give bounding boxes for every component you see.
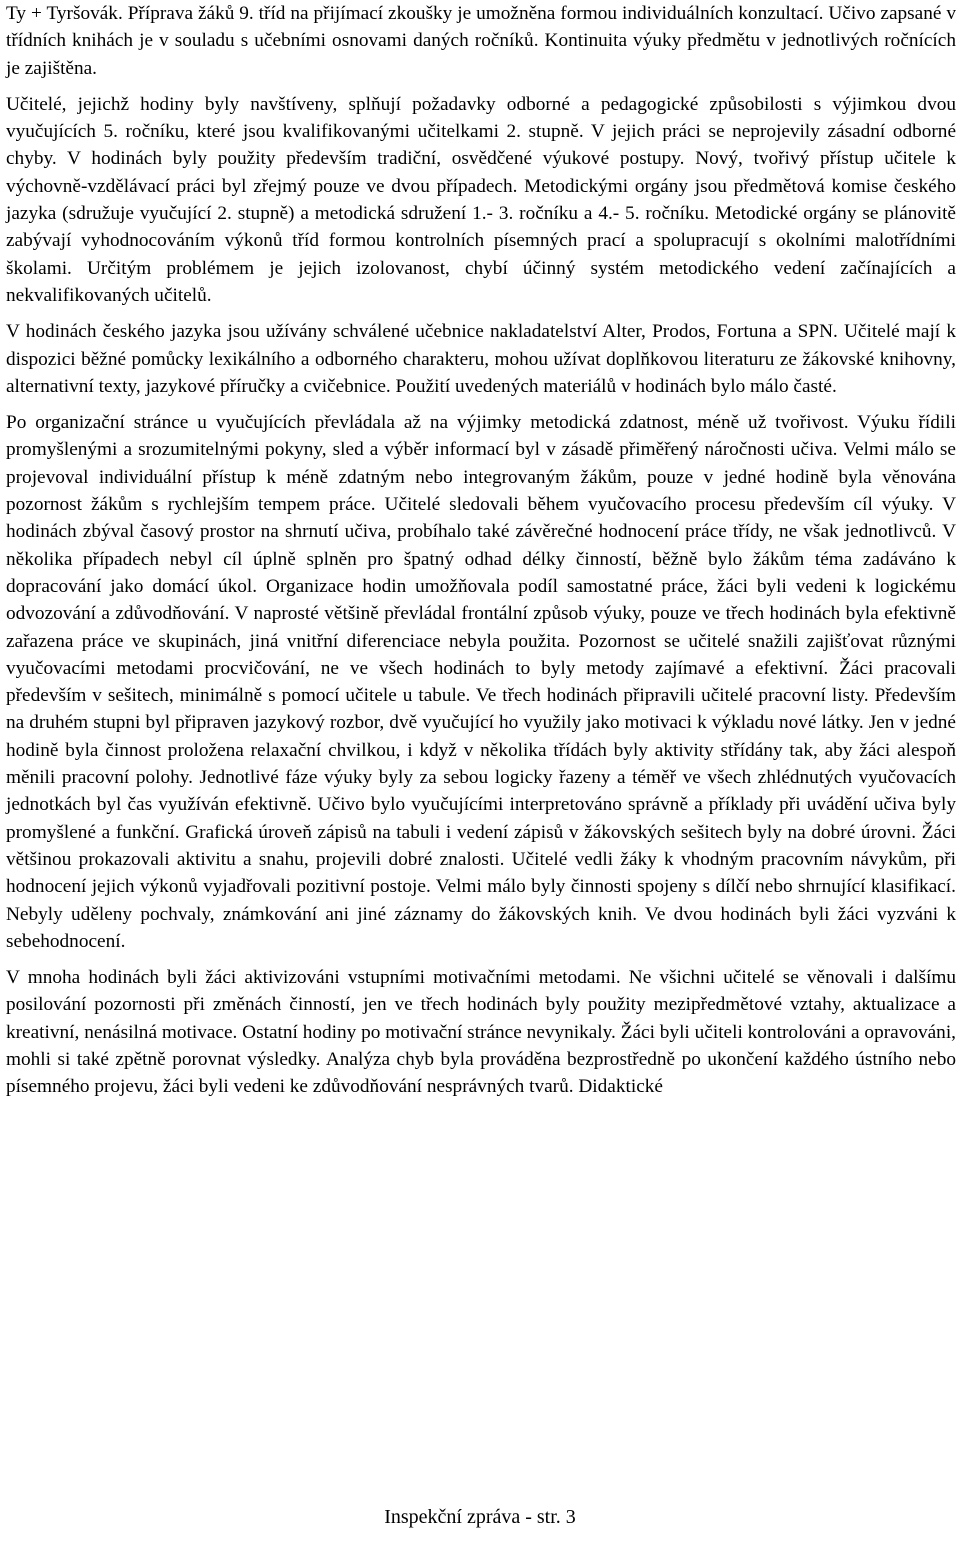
paragraph-4: Po organizační stránce u vyučujících převládala až na výjimky metodická zdatnost, méně už tvořivost. Výuku řídili promyšlenými a srozumitelnými pokyny, sled a výběr informací byl v zásadě přiměřený náročnosti učiva. Velmi málo se projevoval individuální přístup k méně zdatným nebo integrovaným žákům, pouze v jedné hodině byla věnována pozornost žákům s rychlejším tempem práce. Učitelé sledovali během vyučovacího procesu především cíl výuky. V hodinách zbýval časový prostor na shrnutí učiva, probíhalo také závěrečné hodnocení práce třídy, ne však jednotlivců. V několika případech nebyl cíl úplně splněn pro špatný odhad délky činností, běžně bylo žákům téma zadáváno k dopracování jako domácí úkol. Organizace hodin umožňovala podíl samostatné práce, žáci byli vedeni k logickému odvozování a zdůvodňování. V naprosté většině převládal frontální způsob výuky, pouze ve třech hodinách byla efektivně zařazena práce ve skupinách, jiná vnitřní diferenciace nebyla použita. Pozornost se učitelé snažili zajišťovat různými vyučovacími metodami procvičování, ne ve všech hodinách to byly metody zajímavé a efektivní. Žáci pracovali především v sešitech, minimálně s pomocí učitele u tabule. Ve třech hodinách připravili učitelé pracovní listy. Především na druhém stupni byl připraven jazykový rozbor, dvě vyučující ho využily jako motivaci k výkladu nové látky. Jen v jedné hodině byla činnost proložena relaxační chvilkou, i když v několika třídách byly aktivity střídány tak, aby žáci alespoň měnili pracovní polohy. Jednotlivé fáze výuky byly za sebou logicky řazeny a téměř ve všech zhlédnutých vyučovacích jednotkách byl čas využíván efektivně. Učivo bylo vyučujícími interpretováno správně a příklady při uvádění učiva byly promyšlené a funkční. Grafická úroveň zápisů na tabuli i vedení zápisů v žákovských sešitech byly na dobré úrovni. Žáci většinou prokazovali aktivitu a snahu, projevili dobré znalosti. Učitelé vedli žáky k vhodným pracovním návykům, při hodnocení jejich výkonů vyjadřovali pozitivní postoje. Velmi málo byly činnosti spojeny s dílčí nebo shrnující klasifikací. Nebyly uděleny pochvaly, známkování ani jiné záznamy do žákovských knih. Ve dvou hodinách byli žáci vyzváni k sebehodnocení. bbox=[6, 412, 956, 952]
page-footer: Inspekční zpráva - str. 3 bbox=[384, 1506, 576, 1528]
paragraph-5: V mnoha hodinách byli žáci aktivizováni vstupními motivačními metodami. Ne všichni učitelé se věnovali i dalšímu posilování pozornosti při změnách činností, jen ve třech hodinách byly použity mezipředmětové vztahy, aktualizace a kreativní, nenásilná motivace. Ostatní hodiny po motivační stránce nevynikaly. Žáci byli učiteli kontrolováni a opravováni, mohli si také zpětně porovnat výsledky. Analýza chyb byla prováděna bezprostředně po ukončení každého ústního nebo písemného projevu, žáci byli vedeni ke zdůvodňování nesprávných tvarů. Didaktické bbox=[6, 967, 956, 1098]
paragraph-2: Učitelé, jejichž hodiny byly navštíveny, splňují požadavky odborné a pedagogické způsobilosti s výjimkou dvou vyučujících 5. ročníku, které jsou kvalifikovanými učitelkami 2. stupně. V jejich práci se neprojevily zásadní odborné chyby. V hodinách byly použity především tradiční, osvědčené výukové postupy. Nový, tvořivý přístup učitele k výchovně-vzdělávací práci byl zřejmý pouze ve dvou případech. Metodickými orgány jsou předmětová komise českého jazyka (sdružuje vyučující 2. stupně) a metodická sdružení 1.- 3. ročníku a 4.- 5. ročníku. Metodické orgány se plánovitě zabývají vyhodnocováním výkonů tříd formou kontrolních písemných prací a spolupracují s okolními malotřídními školami. Určitým problémem je jejich izolovanost, chybí účinný systém metodického vedení začínajících a nekvalifikovaných učitelů. bbox=[6, 93, 956, 306]
document-page bbox=[6, 0, 956, 1110]
paragraph-3: V hodinách českého jazyka jsou užívány schválené učebnice nakladatelství Alter, Prodos, Fortuna a SPN. Učitelé mají k dispozici běžné pomůcky lexikálního a odborného charakteru, mohou užívat doplňkovou literaturu ze žákovské knihovny, alternativní texty, jazykové příručky a cvičebnice. Použití uvedených materiálů v hodinách bylo málo časté. bbox=[6, 321, 956, 397]
paragraph-1: Ty + Tyršovák. Příprava žáků 9. tříd na přijímací zkoušky je umožněna formou individuálních konzultací. Učivo zapsané v třídních knihách je v souladu s učebními osnovami daných ročníků. Kontinuita výuky předmětu v jednotlivých ročnících je zajištěna. bbox=[6, 3, 956, 79]
